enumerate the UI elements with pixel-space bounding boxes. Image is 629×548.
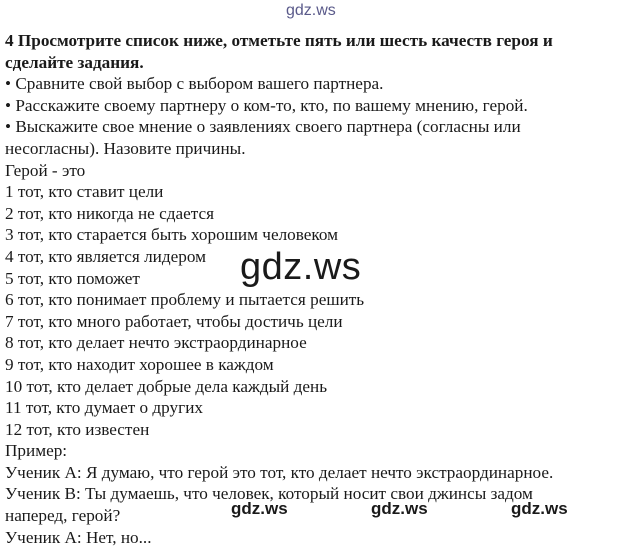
watermark-top: gdz.ws [286, 2, 336, 19]
list-item: 2 тот, кто никогда не сдается [5, 203, 214, 223]
watermark-bottom: gdz.ws [511, 499, 568, 518]
list-item: 5 тот, кто поможет [5, 268, 140, 288]
list-item: 9 тот, кто находит хорошее в каждом [5, 354, 274, 374]
example-label: Пример: [5, 441, 68, 461]
instruction-bullet-continuation: несогласны). Назовите причины. [5, 138, 246, 158]
dialogue-line-continuation: наперед, герой? [5, 506, 121, 526]
list-item: 10 тот, кто делает добрые дела каждый день [5, 376, 328, 396]
watermark-bottom: gdz.ws [231, 499, 288, 518]
list-item: 8 тот, кто делает нечто экстраординарное [5, 333, 307, 353]
list-item: 6 тот, кто понимает проблему и пытается решить [5, 290, 365, 310]
exercise-title: 4 Просмотрите список ниже, отметьте пять или шесть качеств героя и сделайте задания. [5, 31, 553, 72]
list-item: 7 тот, кто много работает, чтобы достичь цели [5, 311, 343, 331]
list-item: 12 тот, кто известен [5, 419, 150, 439]
list-item: 3 тот, кто старается быть хорошим человеком [5, 225, 339, 245]
watermark-bottom: gdz.ws [371, 499, 428, 518]
instruction-bullet: • Выскажите свое мнение о заявлениях своего партнера (согласны или [5, 117, 521, 137]
dialogue-line: Ученик А: Я думаю, что герой это тот, кто делает нечто экстраординарное. [5, 462, 554, 482]
watermark-center: gdz.ws [240, 246, 362, 288]
list-item: 1 тот, кто ставит цели [5, 182, 164, 202]
instruction-bullet: • Сравните свой выбор с выбором вашего партнера. [5, 74, 384, 94]
exercise-text [5, 30, 623, 548]
list-item: 11 тот, кто думает о других [5, 398, 203, 418]
instruction-bullet: • Расскажите своему партнеру о ком-то, кто, по вашему мнению, герой. [5, 95, 528, 115]
dialogue-line: Ученик А: Нет, но... [5, 527, 152, 547]
dialogue-line: Ученик В: Ты думаешь, что человек, который носит свои джинсы задом [5, 484, 533, 504]
list-intro: Герой - это [5, 160, 86, 180]
list-item: 4 тот, кто является лидером [5, 246, 206, 266]
